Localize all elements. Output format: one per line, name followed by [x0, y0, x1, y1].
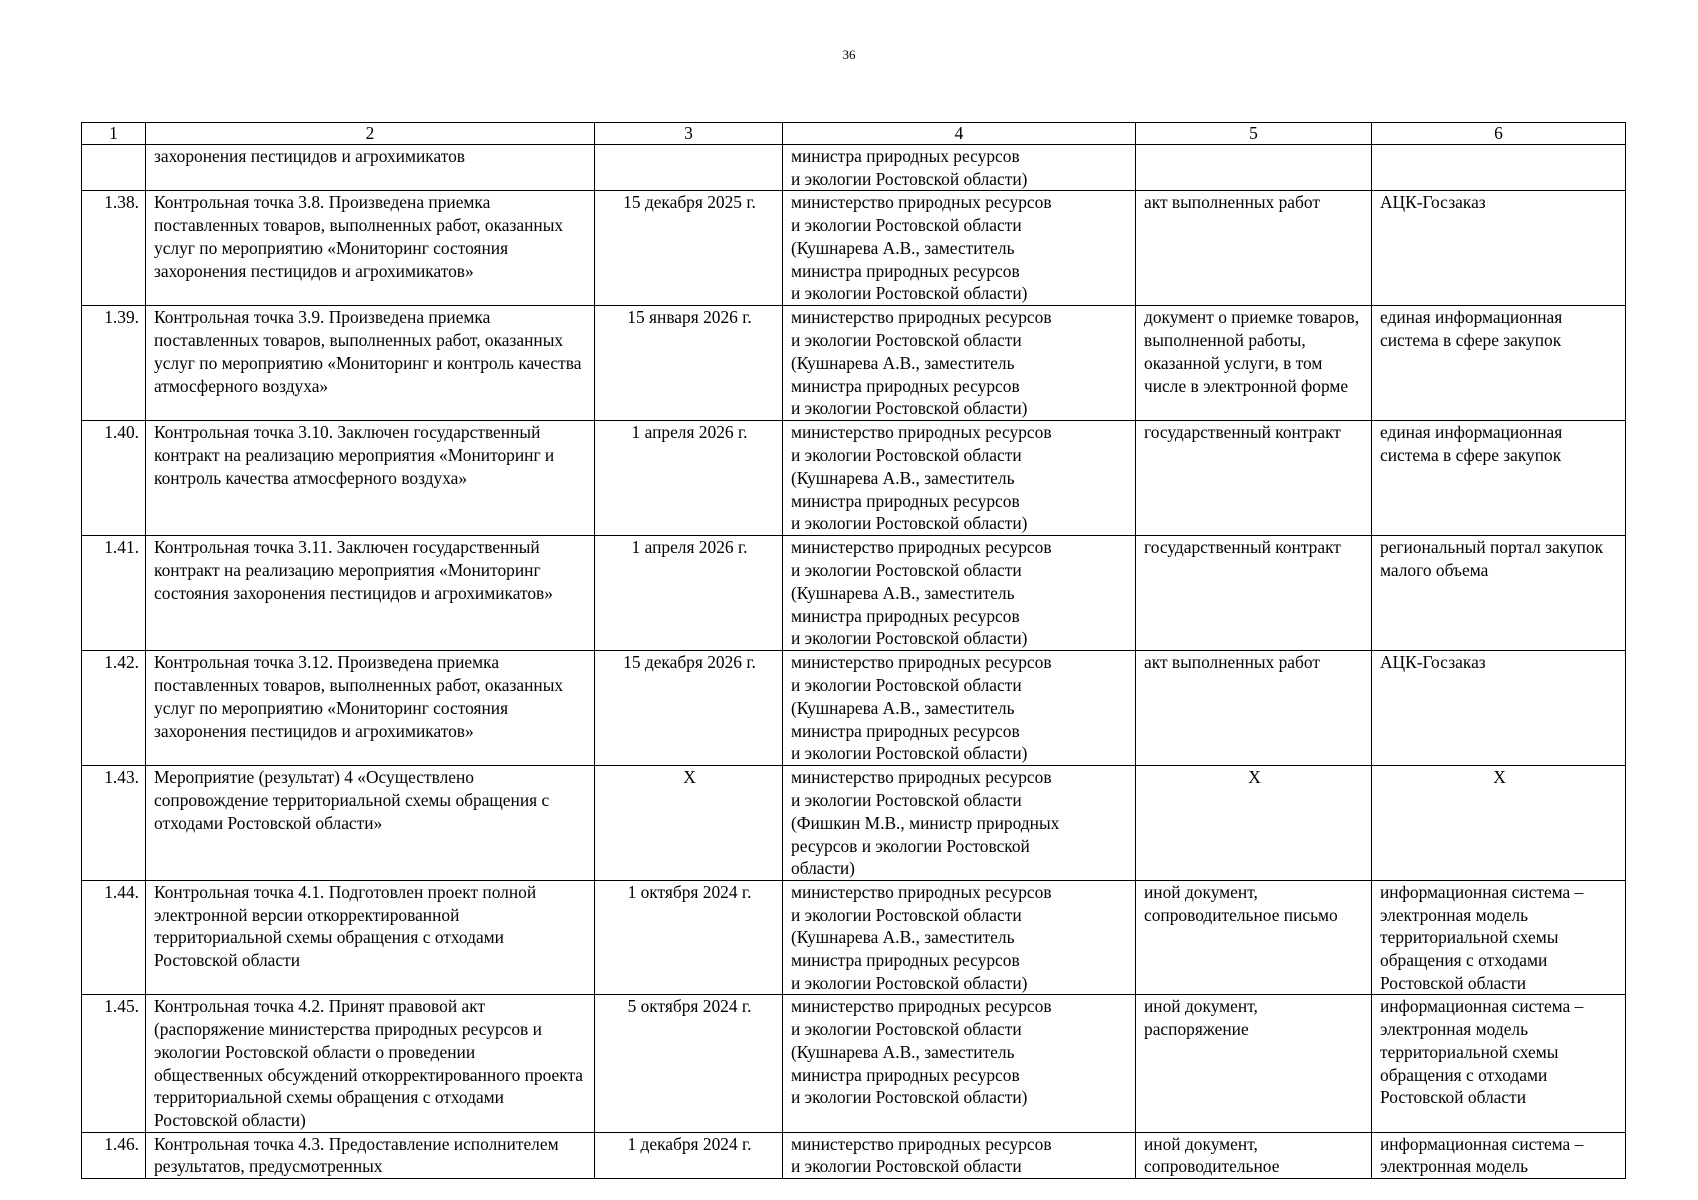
table-row: [82, 995, 1626, 1132]
row-information-system: информационная система – электронная модель территориальной схемы обращения с отходами Ростовской области: [1372, 880, 1626, 995]
row-responsible: министерство природных ресурсов и экологии Ростовской области (Кушнарева А.В., заместитель министра природных ресурсов и экологии Ростовской области): [783, 191, 1136, 306]
table-row: [82, 145, 1626, 191]
row-information-system: единая информационная система в сфере закупок: [1372, 421, 1626, 536]
row-information-system: X: [1372, 766, 1626, 881]
row-description: Контрольная точка 3.12. Произведена приемка поставленных товаров, выполненных работ, оказанных услуг по мероприятию «Мониторинг состояния захоронения пестицидов и агрохимикатов»: [146, 651, 595, 766]
row-document-type: государственный контракт: [1136, 536, 1372, 651]
row-deadline: 1 апреля 2026 г.: [595, 536, 783, 651]
row-deadline: 1 октября 2024 г.: [595, 880, 783, 995]
table-row: [82, 536, 1626, 651]
row-description: Контрольная точка 3.10. Заключен государственный контракт на реализацию мероприятия «Мониторинг и контроль качества атмосферного воздуха»: [146, 421, 595, 536]
row-number: 1.40.: [82, 421, 146, 536]
row-description: Контрольная точка 4.2. Принят правовой акт (распоряжение министерства природных ресурсов и экологии Ростовской области о проведении общественных обсуждений откорректированного проекта территориальной схемы обращения с отходами Ростовской области): [146, 995, 595, 1132]
row-responsible: министерство природных ресурсов и экологии Ростовской области (Фишкин М.В., министр природных ресурсов и экологии Ростовской области): [783, 766, 1136, 881]
row-responsible: министерство природных ресурсов и экологии Ростовской области (Кушнарева А.В., заместитель министра природных ресурсов и экологии Ростовской области): [783, 651, 1136, 766]
page-number: 36: [842, 47, 856, 62]
row-document-type: иной документ, сопроводительное: [1136, 1132, 1372, 1178]
column-number-row: [82, 123, 1626, 145]
row-information-system: информационная система – электронная модель: [1372, 1132, 1626, 1178]
column-header-5: 5: [1136, 123, 1372, 145]
row-responsible: министерство природных ресурсов и экологии Ростовской области: [783, 1132, 1136, 1178]
row-description: Контрольная точка 3.11. Заключен государственный контракт на реализацию мероприятия «Мониторинг состояния захоронения пестицидов и агрохимикатов»: [146, 536, 595, 651]
row-number: 1.43.: [82, 766, 146, 881]
row-number: 1.45.: [82, 995, 146, 1132]
row-number: 1.46.: [82, 1132, 146, 1178]
row-description: Мероприятие (результат) 4 «Осуществлено сопровождение территориальной схемы обращения с отходами Ростовской области»: [146, 766, 595, 881]
row-deadline: 15 января 2026 г.: [595, 306, 783, 421]
row-document-type: государственный контракт: [1136, 421, 1372, 536]
column-header-3: 3: [595, 123, 783, 145]
row-number: 1.38.: [82, 191, 146, 306]
table-row: [82, 1132, 1626, 1178]
row-number: 1.41.: [82, 536, 146, 651]
row-document-type: [1136, 145, 1372, 191]
table-row: [82, 421, 1626, 536]
column-header-1: 1: [82, 123, 146, 145]
row-document-type: акт выполненных работ: [1136, 651, 1372, 766]
row-number: 1.39.: [82, 306, 146, 421]
row-responsible: министерство природных ресурсов и экологии Ростовской области (Кушнарева А.В., заместитель министра природных ресурсов и экологии Ростовской области): [783, 880, 1136, 995]
column-header-4: 4: [783, 123, 1136, 145]
row-document-type: иной документ, распоряжение: [1136, 995, 1372, 1132]
row-information-system: [1372, 145, 1626, 191]
row-document-type: иной документ, сопроводительное письмо: [1136, 880, 1372, 995]
table-row: [82, 191, 1626, 306]
column-header-6: 6: [1372, 123, 1626, 145]
row-deadline: X: [595, 766, 783, 881]
row-responsible: министерство природных ресурсов и экологии Ростовской области (Кушнарева А.В., заместитель министра природных ресурсов и экологии Ростовской области): [783, 536, 1136, 651]
row-information-system: региональный портал закупок малого объема: [1372, 536, 1626, 651]
row-deadline: 1 декабря 2024 г.: [595, 1132, 783, 1178]
row-description: Контрольная точка 3.9. Произведена приемка поставленных товаров, выполненных работ, оказанных услуг по мероприятию «Мониторинг и контроль качества атмосферного воздуха»: [146, 306, 595, 421]
table-row: [82, 306, 1626, 421]
table-row: [82, 880, 1626, 995]
row-description: Контрольная точка 3.8. Произведена приемка поставленных товаров, выполненных работ, оказанных услуг по мероприятию «Мониторинг состояния захоронения пестицидов и агрохимикатов»: [146, 191, 595, 306]
table-row: [82, 651, 1626, 766]
column-header-2: 2: [146, 123, 595, 145]
row-deadline: 15 декабря 2026 г.: [595, 651, 783, 766]
row-deadline: 5 октября 2024 г.: [595, 995, 783, 1132]
row-number: [82, 145, 146, 191]
plan-table: [81, 122, 1626, 1179]
row-responsible: министра природных ресурсов и экологии Ростовской области): [783, 145, 1136, 191]
row-document-type: документ о приемке товаров, выполненной работы, оказанной услуги, в том числе в электронной форме: [1136, 306, 1372, 421]
row-description: Контрольная точка 4.3. Предоставление исполнителем результатов, предусмотренных: [146, 1132, 595, 1178]
row-information-system: АЦК-Госзаказ: [1372, 191, 1626, 306]
row-information-system: информационная система – электронная модель территориальной схемы обращения с отходами Ростовской области: [1372, 995, 1626, 1132]
row-description: Контрольная точка 4.1. Подготовлен проект полной электронной версии откорректированной территориальной схемы обращения с отходами Ростовской области: [146, 880, 595, 995]
row-responsible: министерство природных ресурсов и экологии Ростовской области (Кушнарева А.В., заместитель министра природных ресурсов и экологии Ростовской области): [783, 421, 1136, 536]
row-document-type: акт выполненных работ: [1136, 191, 1372, 306]
row-number: 1.42.: [82, 651, 146, 766]
row-deadline: [595, 145, 783, 191]
row-document-type: X: [1136, 766, 1372, 881]
row-information-system: единая информационная система в сфере закупок: [1372, 306, 1626, 421]
table-row: [82, 766, 1626, 881]
row-responsible: министерство природных ресурсов и экологии Ростовской области (Кушнарева А.В., заместитель министра природных ресурсов и экологии Ростовской области): [783, 306, 1136, 421]
row-description: захоронения пестицидов и агрохимикатов: [146, 145, 595, 191]
row-information-system: АЦК-Госзаказ: [1372, 651, 1626, 766]
row-deadline: 15 декабря 2025 г.: [595, 191, 783, 306]
row-responsible: министерство природных ресурсов и экологии Ростовской области (Кушнарева А.В., заместитель министра природных ресурсов и экологии Ростовской области): [783, 995, 1136, 1132]
row-deadline: 1 апреля 2026 г.: [595, 421, 783, 536]
row-number: 1.44.: [82, 880, 146, 995]
